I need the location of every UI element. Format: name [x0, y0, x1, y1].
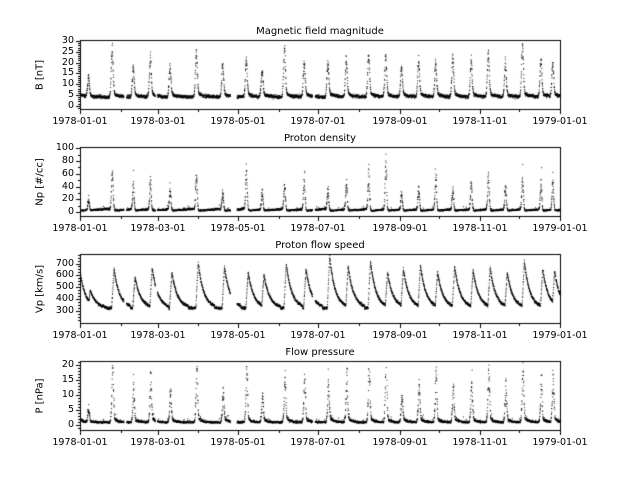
y-tick-label: 20 — [61, 193, 74, 204]
y-axis-label-vp: Vp [km/s] — [34, 264, 46, 313]
x-tick-label: 1979-01-01 — [532, 330, 588, 341]
y-tick-label: 0 — [67, 206, 74, 217]
x-tick-label: 1978-11-01 — [452, 223, 508, 234]
panel-title-proton-flow-speed: Proton flow speed — [275, 240, 365, 251]
y-tick-label: 700 — [55, 258, 74, 269]
x-tick-label: 1978-03-01 — [130, 223, 186, 234]
y-tick-label: 60 — [61, 168, 74, 179]
x-tick-label: 1979-01-01 — [532, 437, 588, 448]
y-tick-label: 600 — [55, 269, 74, 280]
y-tick-label: 40 — [61, 181, 74, 192]
x-tick-label: 1978-05-01 — [210, 223, 266, 234]
x-tick-label: 1979-01-01 — [532, 116, 588, 127]
panel-title-flow-pressure: Flow pressure — [285, 347, 355, 358]
y-tick-label: 300 — [55, 305, 74, 316]
x-tick-label: 1978-01-01 — [52, 330, 108, 341]
x-tick-label: 1978-11-01 — [452, 116, 508, 127]
y-tick-label: 15 — [61, 374, 74, 385]
y-tick-label: 100 — [55, 142, 74, 153]
y-tick-label: 20 — [61, 359, 74, 370]
y-tick-label: 25 — [61, 46, 74, 57]
y-tick-label: 15 — [61, 67, 74, 78]
x-tick-label: 1978-01-01 — [52, 116, 108, 127]
y-tick-label: 500 — [55, 281, 74, 292]
x-tick-label: 1978-03-01 — [130, 116, 186, 127]
y-axis-label-np: Np [#/cc] — [34, 157, 46, 206]
x-tick-label: 1978-01-01 — [52, 437, 108, 448]
x-tick-label: 1978-07-01 — [290, 330, 346, 341]
y-tick-label: 80 — [61, 155, 74, 166]
x-tick-label: 1978-07-01 — [290, 223, 346, 234]
x-tick-label: 1978-09-01 — [372, 437, 428, 448]
x-tick-label: 1979-01-01 — [532, 223, 588, 234]
y-tick-label: 10 — [61, 389, 74, 400]
y-axis-label-p: P [nPa] — [34, 377, 46, 414]
x-tick-label: 1978-07-01 — [290, 437, 346, 448]
panel-title-proton-density: Proton density — [283, 133, 357, 144]
x-tick-label: 1978-11-01 — [452, 330, 508, 341]
y-tick-label: 10 — [61, 78, 74, 89]
y-tick-label: 30 — [61, 35, 74, 46]
x-tick-label: 1978-03-01 — [130, 330, 186, 341]
x-tick-label: 1978-03-01 — [130, 437, 186, 448]
y-tick-label: 0 — [67, 419, 74, 430]
x-tick-label: 1978-01-01 — [52, 223, 108, 234]
x-tick-label: 1978-05-01 — [210, 330, 266, 341]
panel-title-magnetic-field: Magnetic field magnitude — [256, 26, 384, 37]
y-tick-label: 0 — [67, 100, 74, 111]
y-tick-label: 400 — [55, 293, 74, 304]
y-tick-label: 20 — [61, 57, 74, 68]
x-tick-label: 1978-05-01 — [210, 437, 266, 448]
x-tick-label: 1978-07-01 — [290, 116, 346, 127]
x-tick-label: 1978-05-01 — [210, 116, 266, 127]
x-tick-label: 1978-11-01 — [452, 437, 508, 448]
y-tick-label: 5 — [67, 89, 74, 100]
y-axis-label-b: B [nT] — [34, 59, 46, 90]
x-tick-label: 1978-09-01 — [372, 330, 428, 341]
x-tick-label: 1978-09-01 — [372, 223, 428, 234]
y-tick-label: 5 — [67, 404, 74, 415]
x-tick-label: 1978-09-01 — [372, 116, 428, 127]
